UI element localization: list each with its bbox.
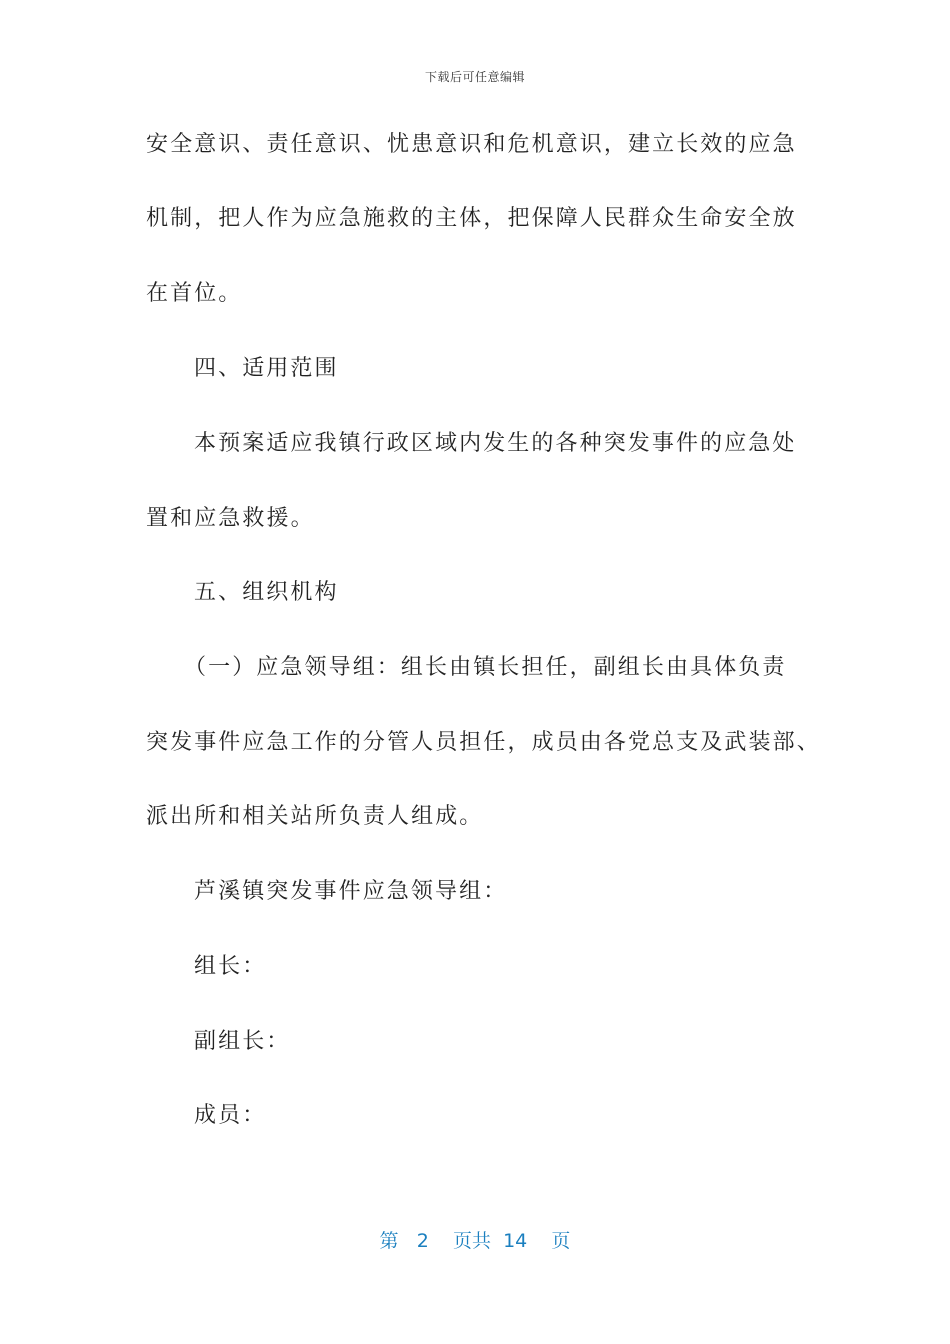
page-footer: [0, 1226, 950, 1253]
paragraph-line: 派出所和相关站所负责人组成。: [146, 804, 484, 829]
section-heading: 五、组织机构: [194, 580, 339, 605]
paragraph-line: 芦溪镇突发事件应急领导组：: [194, 879, 508, 904]
paragraph-line: 组长：: [194, 954, 267, 979]
paragraph-line: 置和应急救援。: [146, 506, 315, 531]
paragraph-line: 安全意识、责任意识、忧患意识和危机意识，建立长效的应急: [146, 132, 797, 157]
paragraph-line: 成员：: [194, 1103, 267, 1128]
paragraph-line: 在首位。: [146, 281, 243, 306]
total-pages: 14: [503, 1230, 528, 1252]
page-number: 2: [416, 1230, 429, 1252]
header-note: 下载后可任意编辑: [424, 70, 525, 84]
paragraph-line: （一）应急领导组：组长由镇长担任，副组长由具体负责: [184, 655, 787, 680]
paragraph-line: 突发事件应急工作的分管人员担任，成员由各党总支及武装部、: [146, 730, 821, 755]
section-heading: 四、适用范围: [194, 356, 339, 381]
paragraph-line: 机制，把人作为应急施救的主体，把保障人民群众生命安全放: [146, 206, 797, 231]
page-suffix: 页: [551, 1230, 571, 1252]
paragraph-line: 本预案适应我镇行政区域内发生的各种突发事件的应急处: [194, 431, 797, 456]
paragraph-line: 副组长：: [194, 1029, 291, 1054]
page-prefix: 第: [379, 1230, 399, 1252]
page-middle: 页共: [452, 1230, 491, 1252]
